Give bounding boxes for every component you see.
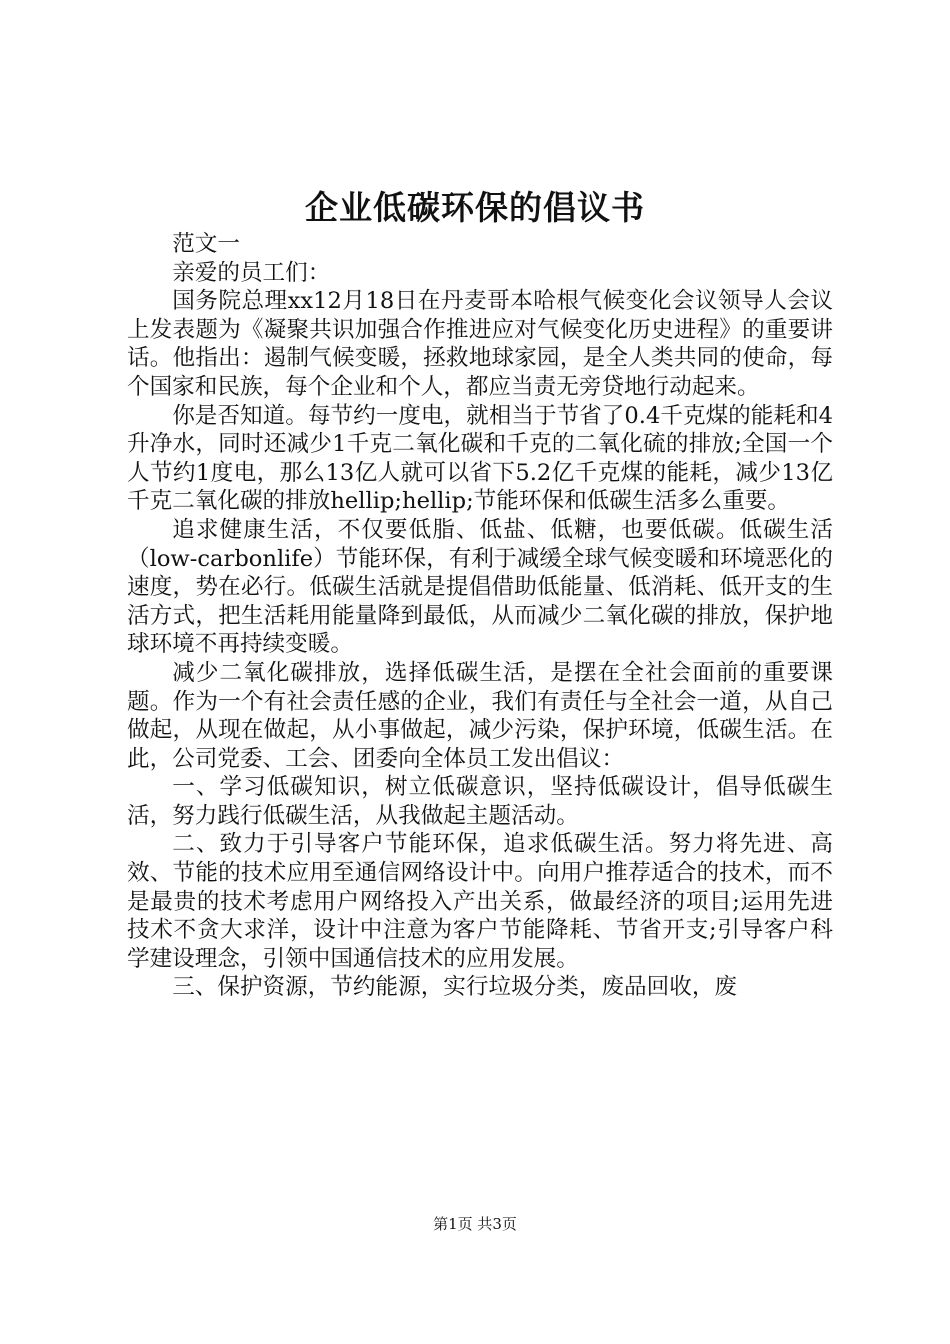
- paragraph-proposal-three: 三、保护资源，节约能源，实行垃圾分类，废品回收，废: [172, 974, 738, 1001]
- document-body: [127, 230, 833, 1002]
- paragraph-proposal-one: 一、学习低碳知识，树立低碳意识，坚持低碳设计，倡导低碳生活，努力践行低碳生活，从我做起主题活动。: [127, 774, 833, 829]
- page-footer: 第1页 共3页: [433, 1215, 517, 1233]
- paragraph-salutation: 亲爱的员工们：: [172, 259, 331, 286]
- paragraph-proposal-two: 二、致力于引导客户节能环保，追求低碳生活。努力将先进、高效、节能的技术应用至通信网络设计中。向用户推荐适合的技术，而不是最贵的技术考虑用户网络投入产出关系，做最经济的项目;运用先进技术不贪大求洋，设计中注意为客户节能降耗、节省开支;引导客户科学建设理念，引领中国通信技术的应用发展。: [127, 831, 833, 972]
- paragraph-social-responsibility: 减少二氧化碳排放，选择低碳生活，是摆在全社会面前的重要课题。作为一个有社会责任感的企业，我们有责任与全社会一道，从自己做起，从现在做起，从小事做起，减少污染，保护环境，低碳生活。在此，公司党委、工会、团委向全体员工发出倡议：: [127, 659, 833, 772]
- paragraph-low-carbon-life: 追求健康生活，不仅要低脂、低盐、低糖，也要低碳。低碳生活（low-carbonlife）节能环保，有利于减缓全球气候变暖和环境恶化的速度，势在必行。低碳生活就是提倡借助低能量、低消耗、低开支的生活方式，把生活耗用能量降到最低，从而减少二氧化碳的排放，保护地球环境不再持续变暖。: [127, 516, 833, 658]
- paragraph-premier-speech: 国务院总理xx12月18日在丹麦哥本哈根气候变化会议领导人会议上发表题为《凝聚共识加强合作推进应对气候变化历史进程》的重要讲话。他指出：遏制气候变暖，拯救地球家园，是全人类共同的使命，每个国家和民族，每个企业和个人，都应当责无旁贷地行动起来。: [127, 288, 833, 400]
- document-title: 企业低碳环保的倡议书: [305, 188, 645, 227]
- paragraph-energy-facts: 你是否知道。每节约一度电，就相当于节省了0.4千克煤的能耗和4升净水，同时还减少1千克二氧化碳和千克的二氧化硫的排放;全国一个人节约1度电，那么13亿人就可以省下5.2亿千克煤的能耗，减少13亿千克二氧化碳的排放hellip;hellip;节能环保和低碳生活多么重要。: [127, 402, 833, 515]
- paragraph-sample-label: 范文一: [172, 231, 240, 257]
